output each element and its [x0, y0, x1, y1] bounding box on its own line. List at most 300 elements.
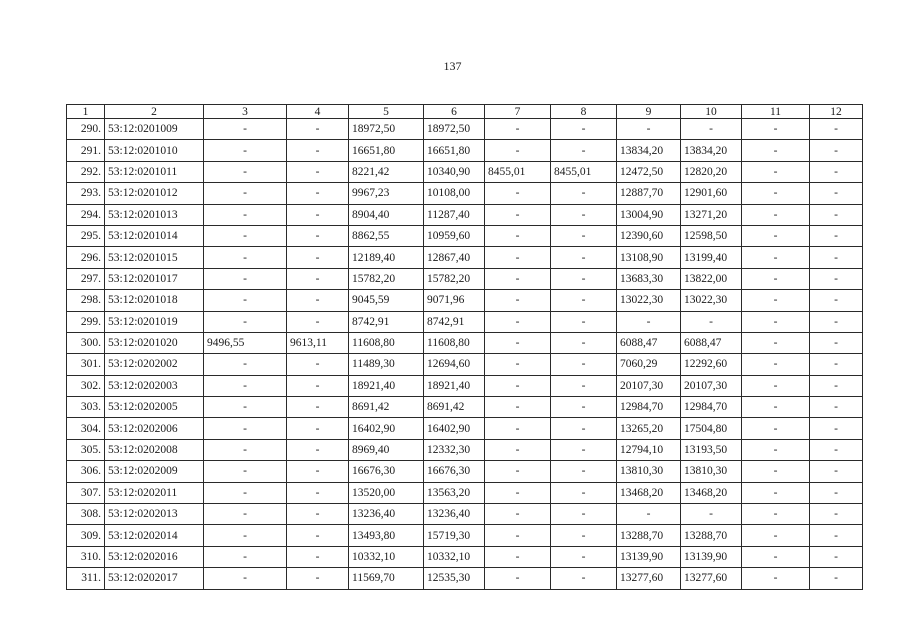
value-cell: 13563,20: [424, 482, 485, 503]
column-header: 4: [287, 105, 349, 119]
value-cell: -: [204, 525, 287, 546]
value-cell: -: [810, 461, 863, 482]
row-number-cell: 294.: [67, 204, 105, 225]
value-cell: -: [742, 546, 810, 567]
value-cell: -: [742, 119, 810, 140]
column-header: 10: [681, 105, 742, 119]
value-cell: 12390,60: [617, 225, 681, 246]
table-row: [67, 247, 863, 268]
value-cell: -: [551, 183, 617, 204]
row-number-cell: 302.: [67, 375, 105, 396]
value-cell: -: [810, 482, 863, 503]
value-cell: -: [681, 504, 742, 525]
value-cell: -: [485, 504, 551, 525]
value-cell: -: [742, 290, 810, 311]
value-cell: -: [551, 290, 617, 311]
value-cell: 13288,70: [617, 525, 681, 546]
value-cell: -: [810, 439, 863, 460]
value-cell: 8969,40: [349, 439, 424, 460]
value-cell: 12292,60: [681, 354, 742, 375]
value-cell: -: [551, 375, 617, 396]
value-cell: -: [742, 161, 810, 182]
row-number-cell: 297.: [67, 268, 105, 289]
value-cell: -: [287, 546, 349, 567]
value-cell: 11608,80: [424, 332, 485, 353]
value-cell: -: [204, 268, 287, 289]
value-cell: 9045,59: [349, 290, 424, 311]
value-cell: -: [810, 354, 863, 375]
value-cell: -: [810, 375, 863, 396]
value-cell: -: [617, 504, 681, 525]
value-cell: 12472,50: [617, 161, 681, 182]
column-header: 5: [349, 105, 424, 119]
value-cell: -: [742, 332, 810, 353]
value-cell: -: [742, 439, 810, 460]
value-cell: -: [551, 354, 617, 375]
value-cell: -: [204, 354, 287, 375]
value-cell: -: [287, 119, 349, 140]
cadastral-value-table: [66, 104, 863, 590]
cadastral-number-cell: 53:12:0201018: [105, 290, 204, 311]
value-cell: -: [485, 247, 551, 268]
value-cell: -: [287, 247, 349, 268]
table-row: [67, 482, 863, 503]
value-cell: -: [742, 140, 810, 161]
value-cell: -: [742, 311, 810, 332]
value-cell: 16676,30: [349, 461, 424, 482]
row-number-cell: 304.: [67, 418, 105, 439]
value-cell: 12984,70: [681, 397, 742, 418]
value-cell: -: [551, 461, 617, 482]
value-cell: -: [681, 311, 742, 332]
value-cell: -: [742, 525, 810, 546]
value-cell: 10959,60: [424, 225, 485, 246]
value-cell: -: [287, 418, 349, 439]
value-cell: -: [204, 183, 287, 204]
cadastral-number-cell: 53:12:0201011: [105, 161, 204, 182]
value-cell: 13022,30: [681, 290, 742, 311]
value-cell: -: [204, 204, 287, 225]
column-header: 6: [424, 105, 485, 119]
value-cell: 12887,70: [617, 183, 681, 204]
value-cell: -: [742, 247, 810, 268]
value-cell: -: [485, 546, 551, 567]
value-cell: -: [810, 268, 863, 289]
value-cell: 8742,91: [349, 311, 424, 332]
cadastral-number-cell: 53:12:0202002: [105, 354, 204, 375]
value-cell: 7060,29: [617, 354, 681, 375]
row-number-cell: 311.: [67, 568, 105, 589]
value-cell: -: [742, 375, 810, 396]
value-cell: 16402,90: [349, 418, 424, 439]
value-cell: 10108,00: [424, 183, 485, 204]
value-cell: -: [810, 183, 863, 204]
value-cell: -: [551, 140, 617, 161]
value-cell: 13277,60: [681, 568, 742, 589]
value-cell: -: [810, 397, 863, 418]
cadastral-number-cell: 53:12:0201009: [105, 119, 204, 140]
row-number-cell: 310.: [67, 546, 105, 567]
table-row: [67, 546, 863, 567]
value-cell: -: [551, 439, 617, 460]
value-cell: -: [742, 204, 810, 225]
value-cell: -: [485, 482, 551, 503]
value-cell: -: [287, 311, 349, 332]
value-cell: 13271,20: [681, 204, 742, 225]
value-cell: -: [287, 504, 349, 525]
value-cell: -: [810, 140, 863, 161]
cadastral-number-cell: 53:12:0202005: [105, 397, 204, 418]
value-cell: -: [485, 183, 551, 204]
value-cell: 13139,90: [617, 546, 681, 567]
row-number-cell: 300.: [67, 332, 105, 353]
value-cell: -: [204, 482, 287, 503]
value-cell: -: [742, 461, 810, 482]
value-cell: 6088,47: [617, 332, 681, 353]
value-cell: -: [485, 268, 551, 289]
value-cell: -: [742, 183, 810, 204]
value-cell: -: [551, 247, 617, 268]
value-cell: -: [485, 461, 551, 482]
value-cell: -: [551, 525, 617, 546]
value-cell: -: [551, 568, 617, 589]
value-cell: 13265,20: [617, 418, 681, 439]
cadastral-number-cell: 53:12:0201020: [105, 332, 204, 353]
value-cell: -: [810, 525, 863, 546]
value-cell: -: [810, 546, 863, 567]
value-cell: -: [287, 568, 349, 589]
cadastral-number-cell: 53:12:0202009: [105, 461, 204, 482]
value-cell: 12189,40: [349, 247, 424, 268]
value-cell: -: [810, 332, 863, 353]
value-cell: -: [287, 140, 349, 161]
value-cell: -: [810, 247, 863, 268]
value-cell: 9071,96: [424, 290, 485, 311]
column-header: 9: [617, 105, 681, 119]
value-cell: 13810,30: [617, 461, 681, 482]
value-cell: -: [485, 225, 551, 246]
value-cell: -: [287, 161, 349, 182]
value-cell: 15782,20: [349, 268, 424, 289]
value-cell: -: [551, 268, 617, 289]
value-cell: 12984,70: [617, 397, 681, 418]
value-cell: -: [551, 225, 617, 246]
value-cell: 13834,20: [617, 140, 681, 161]
table-row: [67, 397, 863, 418]
value-cell: 10332,10: [424, 546, 485, 567]
value-cell: -: [204, 311, 287, 332]
value-cell: -: [287, 375, 349, 396]
column-header: 1: [67, 105, 105, 119]
value-cell: 16651,80: [349, 140, 424, 161]
value-cell: 11569,70: [349, 568, 424, 589]
value-cell: -: [287, 290, 349, 311]
value-cell: -: [551, 204, 617, 225]
value-cell: 8862,55: [349, 225, 424, 246]
value-cell: -: [204, 247, 287, 268]
value-cell: 16402,90: [424, 418, 485, 439]
cadastral-number-cell: 53:12:0201017: [105, 268, 204, 289]
row-number-cell: 307.: [67, 482, 105, 503]
value-cell: -: [485, 375, 551, 396]
table-row: [67, 268, 863, 289]
table-row: [67, 204, 863, 225]
value-cell: 13683,30: [617, 268, 681, 289]
column-header: 11: [742, 105, 810, 119]
value-cell: -: [485, 119, 551, 140]
value-cell: -: [810, 311, 863, 332]
value-cell: 20107,30: [617, 375, 681, 396]
value-cell: -: [204, 290, 287, 311]
cadastral-number-cell: 53:12:0202017: [105, 568, 204, 589]
value-cell: -: [810, 290, 863, 311]
value-cell: -: [204, 461, 287, 482]
table-header-row: [67, 105, 863, 119]
table-row: [67, 375, 863, 396]
value-cell: -: [551, 482, 617, 503]
row-number-cell: 308.: [67, 504, 105, 525]
value-cell: -: [485, 525, 551, 546]
value-cell: 13277,60: [617, 568, 681, 589]
value-cell: -: [742, 482, 810, 503]
cadastral-number-cell: 53:12:0201012: [105, 183, 204, 204]
value-cell: -: [204, 225, 287, 246]
cadastral-number-cell: 53:12:0202003: [105, 375, 204, 396]
value-cell: 8742,91: [424, 311, 485, 332]
value-cell: -: [681, 119, 742, 140]
value-cell: -: [810, 504, 863, 525]
value-cell: 13834,20: [681, 140, 742, 161]
cadastral-number-cell: 53:12:0201010: [105, 140, 204, 161]
value-cell: 13022,30: [617, 290, 681, 311]
row-number-cell: 299.: [67, 311, 105, 332]
column-header: 3: [204, 105, 287, 119]
table-row: [67, 418, 863, 439]
value-cell: 10340,90: [424, 161, 485, 182]
value-cell: -: [742, 354, 810, 375]
value-cell: -: [810, 418, 863, 439]
value-cell: -: [742, 504, 810, 525]
value-cell: -: [485, 354, 551, 375]
table-body: [67, 119, 863, 590]
row-number-cell: 309.: [67, 525, 105, 546]
table-row: [67, 354, 863, 375]
value-cell: 8904,40: [349, 204, 424, 225]
value-cell: -: [551, 546, 617, 567]
value-cell: -: [551, 418, 617, 439]
value-cell: -: [485, 418, 551, 439]
value-cell: 11608,80: [349, 332, 424, 353]
value-cell: -: [204, 161, 287, 182]
cadastral-number-cell: 53:12:0201015: [105, 247, 204, 268]
table-row: [67, 525, 863, 546]
value-cell: 13004,90: [617, 204, 681, 225]
value-cell: 8455,01: [485, 161, 551, 182]
row-number-cell: 292.: [67, 161, 105, 182]
value-cell: -: [287, 183, 349, 204]
value-cell: -: [617, 311, 681, 332]
value-cell: 15719,30: [424, 525, 485, 546]
value-cell: 13108,90: [617, 247, 681, 268]
value-cell: -: [287, 354, 349, 375]
value-cell: -: [810, 119, 863, 140]
column-header: 7: [485, 105, 551, 119]
cadastral-number-cell: 53:12:0202011: [105, 482, 204, 503]
value-cell: -: [485, 332, 551, 353]
value-cell: -: [617, 119, 681, 140]
row-number-cell: 296.: [67, 247, 105, 268]
row-number-cell: 298.: [67, 290, 105, 311]
value-cell: -: [742, 225, 810, 246]
value-cell: -: [810, 568, 863, 589]
column-header: 2: [105, 105, 204, 119]
value-cell: -: [485, 397, 551, 418]
value-cell: 20107,30: [681, 375, 742, 396]
value-cell: 17504,80: [681, 418, 742, 439]
row-number-cell: 301.: [67, 354, 105, 375]
value-cell: -: [204, 397, 287, 418]
value-cell: 13236,40: [349, 504, 424, 525]
cadastral-number-cell: 53:12:0201014: [105, 225, 204, 246]
value-cell: -: [204, 140, 287, 161]
value-cell: 18921,40: [424, 375, 485, 396]
cadastral-number-cell: 53:12:0202013: [105, 504, 204, 525]
value-cell: -: [287, 268, 349, 289]
value-cell: -: [287, 525, 349, 546]
table-row: [67, 332, 863, 353]
value-cell: 13139,90: [681, 546, 742, 567]
value-cell: 13193,50: [681, 439, 742, 460]
value-cell: 12694,60: [424, 354, 485, 375]
value-cell: 12598,50: [681, 225, 742, 246]
table-row: [67, 161, 863, 182]
value-cell: 8221,42: [349, 161, 424, 182]
value-cell: 9967,23: [349, 183, 424, 204]
value-cell: -: [485, 204, 551, 225]
row-number-cell: 291.: [67, 140, 105, 161]
row-number-cell: 303.: [67, 397, 105, 418]
cadastral-number-cell: 53:12:0202014: [105, 525, 204, 546]
value-cell: 11287,40: [424, 204, 485, 225]
table-row: [67, 439, 863, 460]
value-cell: -: [742, 397, 810, 418]
value-cell: -: [287, 397, 349, 418]
row-number-cell: 295.: [67, 225, 105, 246]
value-cell: 13236,40: [424, 504, 485, 525]
page-number: 137: [443, 59, 462, 73]
column-header: 8: [551, 105, 617, 119]
row-number-cell: 290.: [67, 119, 105, 140]
value-cell: -: [287, 225, 349, 246]
value-cell: 15782,20: [424, 268, 485, 289]
value-cell: -: [810, 225, 863, 246]
value-cell: -: [204, 439, 287, 460]
row-number-cell: 305.: [67, 439, 105, 460]
value-cell: -: [551, 397, 617, 418]
value-cell: -: [287, 482, 349, 503]
value-cell: 13822,00: [681, 268, 742, 289]
value-cell: 11489,30: [349, 354, 424, 375]
table-row: [67, 183, 863, 204]
cadastral-number-cell: 53:12:0201019: [105, 311, 204, 332]
value-cell: -: [551, 119, 617, 140]
value-cell: 13468,20: [617, 482, 681, 503]
table-row: [67, 119, 863, 140]
value-cell: -: [485, 140, 551, 161]
value-cell: -: [551, 311, 617, 332]
value-cell: -: [287, 204, 349, 225]
value-cell: 12535,30: [424, 568, 485, 589]
value-cell: -: [287, 461, 349, 482]
value-cell: -: [485, 439, 551, 460]
value-cell: 16676,30: [424, 461, 485, 482]
value-cell: 18972,50: [349, 119, 424, 140]
value-cell: -: [742, 418, 810, 439]
table-row: [67, 290, 863, 311]
value-cell: 8691,42: [349, 397, 424, 418]
value-cell: 12794,10: [617, 439, 681, 460]
value-cell: 18972,50: [424, 119, 485, 140]
value-cell: -: [204, 568, 287, 589]
value-cell: 9496,55: [204, 332, 287, 353]
value-cell: 9613,11: [287, 332, 349, 353]
value-cell: -: [204, 546, 287, 567]
value-cell: 12332,30: [424, 439, 485, 460]
value-cell: -: [810, 204, 863, 225]
value-cell: -: [485, 311, 551, 332]
value-cell: -: [204, 418, 287, 439]
value-cell: 10332,10: [349, 546, 424, 567]
table-row: [67, 140, 863, 161]
cadastral-number-cell: 53:12:0202008: [105, 439, 204, 460]
value-cell: -: [551, 332, 617, 353]
value-cell: -: [551, 504, 617, 525]
value-cell: -: [810, 161, 863, 182]
cadastral-number-cell: 53:12:0202016: [105, 546, 204, 567]
value-cell: 16651,80: [424, 140, 485, 161]
value-cell: -: [204, 119, 287, 140]
value-cell: 6088,47: [681, 332, 742, 353]
table-row: [67, 225, 863, 246]
value-cell: -: [204, 375, 287, 396]
table-row: [67, 311, 863, 332]
value-cell: 13199,40: [681, 247, 742, 268]
value-cell: -: [742, 568, 810, 589]
value-cell: 12820,20: [681, 161, 742, 182]
value-cell: 13520,00: [349, 482, 424, 503]
table-row: [67, 461, 863, 482]
row-number-cell: 293.: [67, 183, 105, 204]
cadastral-number-cell: 53:12:0202006: [105, 418, 204, 439]
value-cell: -: [485, 290, 551, 311]
value-cell: 8455,01: [551, 161, 617, 182]
value-cell: 13468,20: [681, 482, 742, 503]
value-cell: 12867,40: [424, 247, 485, 268]
value-cell: 13810,30: [681, 461, 742, 482]
value-cell: -: [742, 268, 810, 289]
value-cell: 8691,42: [424, 397, 485, 418]
value-cell: -: [485, 568, 551, 589]
value-cell: 13493,80: [349, 525, 424, 546]
value-cell: -: [287, 439, 349, 460]
value-cell: -: [204, 504, 287, 525]
value-cell: 12901,60: [681, 183, 742, 204]
value-cell: 18921,40: [349, 375, 424, 396]
column-header: 12: [810, 105, 863, 119]
value-cell: 13288,70: [681, 525, 742, 546]
cadastral-number-cell: 53:12:0201013: [105, 204, 204, 225]
row-number-cell: 306.: [67, 461, 105, 482]
